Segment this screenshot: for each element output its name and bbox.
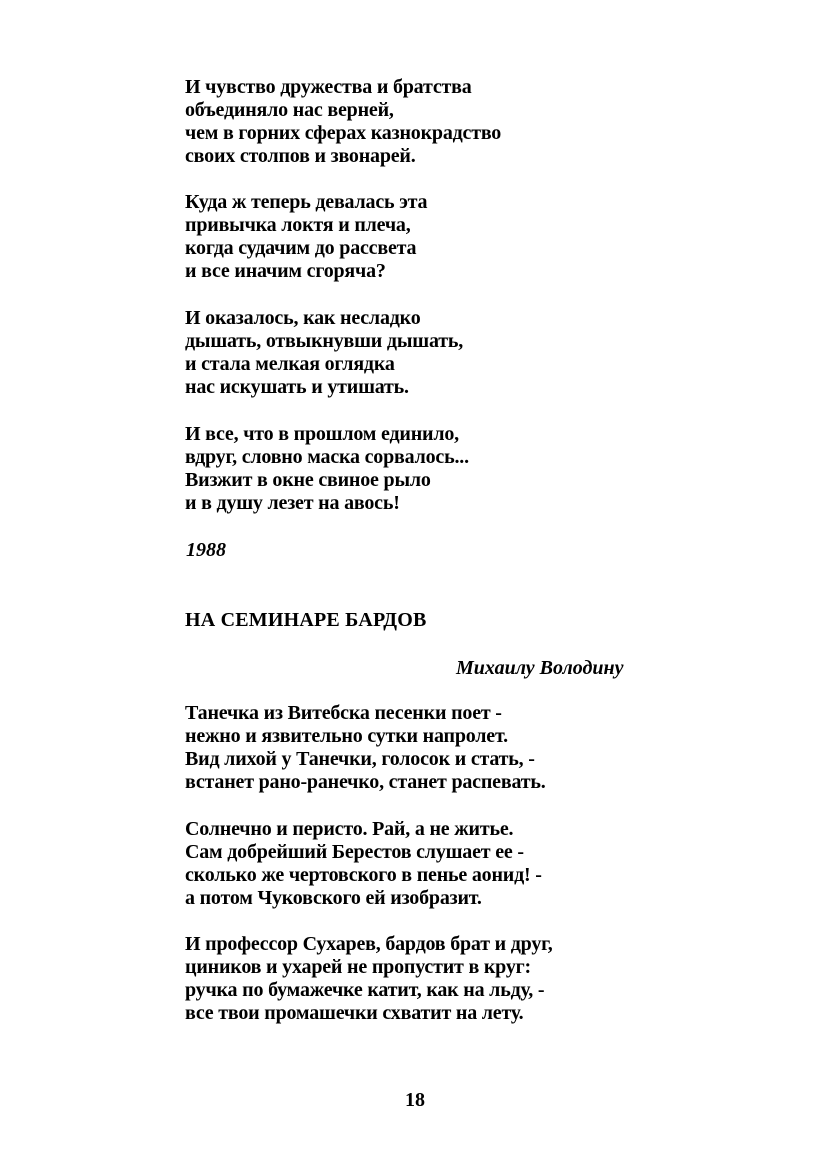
- poem-line: сколько же чертовского в пенье аонид! -: [185, 864, 542, 886]
- poem-line: Танечка из Витебска песенки поет -: [185, 702, 502, 724]
- poem-line: нежно и язвительно сутки напролет.: [185, 725, 508, 747]
- poem-dedication: Михаилу Володину: [456, 657, 624, 679]
- poem-line: вдруг, словно маска сорвалось...: [185, 446, 469, 468]
- poem1-stanza-3: [185, 307, 463, 399]
- poem-line: когда судачим до рассвета: [185, 237, 417, 259]
- poem-line: и стала мелкая оглядка: [185, 353, 395, 375]
- poem-line: привычка локтя и плеча,: [185, 214, 411, 236]
- poem-line: встанет рано-ранечко, станет распевать.: [185, 771, 546, 793]
- poem-line: циников и ухарей не пропустит в круг:: [185, 956, 531, 978]
- poem-line: И профессор Сухарев, бардов брат и друг,: [185, 933, 553, 955]
- poem-line: чем в горних сферах казнокрадство: [185, 122, 502, 144]
- poem-line: ручка по бумажечке катит, как на льду, -: [185, 979, 545, 1001]
- poem2-stanza-1: [185, 702, 546, 794]
- poem1-stanza-2: [185, 191, 427, 283]
- page-number: 18: [405, 1089, 425, 1111]
- poem2-stanza-2: [185, 818, 542, 910]
- poem1-stanza-1: [185, 76, 501, 168]
- poem-line: своих столпов и звонарей.: [185, 145, 416, 167]
- poem-line: Визжит в окне свиное рыло: [185, 469, 431, 491]
- poem-line: Солнечно и перисто. Рай, а не житье.: [185, 818, 514, 840]
- poem-line: и в душу лезет на авось!: [185, 492, 400, 514]
- poem2-stanza-3: [185, 933, 553, 1025]
- poem-year: 1988: [186, 539, 226, 561]
- poem1-stanza-4: [185, 423, 469, 515]
- poem-line: И оказалось, как несладко: [185, 307, 421, 329]
- poem-line: нас искушать и утишать.: [185, 376, 409, 398]
- poem-line: а потом Чуковского ей изобразит.: [185, 887, 482, 909]
- poem-line: дышать, отвыкнувши дышать,: [185, 330, 464, 352]
- poem-line: объединяло нас верней,: [185, 99, 394, 121]
- poem-line: Сам добрейший Берестов слушает ее -: [185, 841, 524, 863]
- poem-line: Куда ж теперь девалась эта: [185, 191, 428, 213]
- poem-line: И все, что в прошлом единило,: [185, 423, 459, 445]
- poem-line: И чувство дружества и братства: [185, 76, 472, 98]
- poem-line: все твои промашечки схватит на лету.: [185, 1002, 524, 1024]
- poem-line: Вид лихой у Танечки, голосок и стать, -: [185, 748, 535, 770]
- poem-line: и все иначим сгоряча?: [185, 260, 386, 282]
- poem-title: НА СЕМИНАРЕ БАРДОВ: [185, 609, 427, 631]
